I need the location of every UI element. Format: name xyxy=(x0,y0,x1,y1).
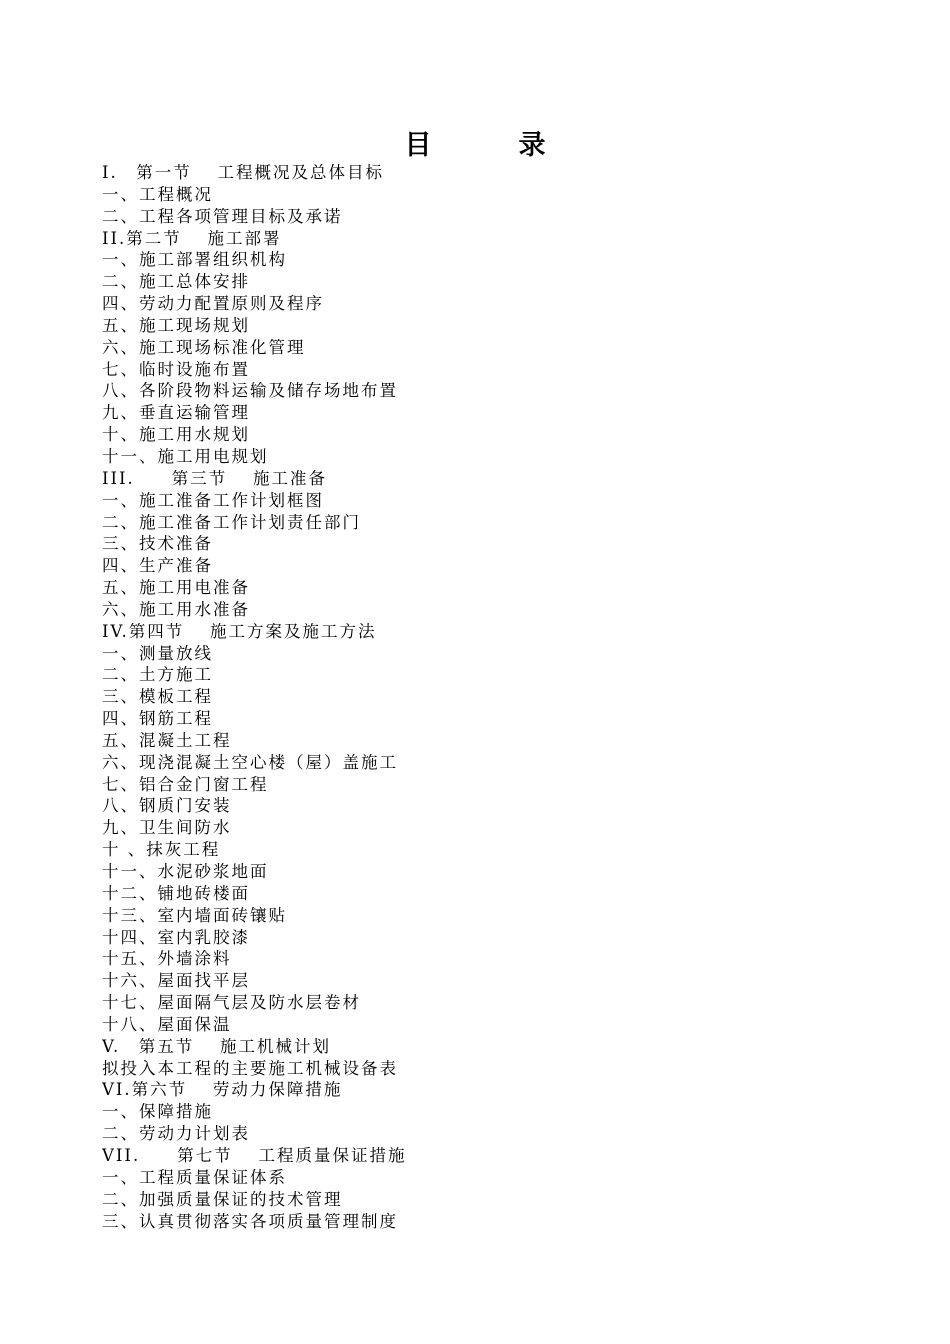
toc-entry[interactable]: 九、卫生间防水 xyxy=(102,818,232,838)
toc-entry[interactable]: 十二、铺地砖楼面 xyxy=(102,883,250,903)
toc-entry[interactable]: 十六、屋面找平层 xyxy=(102,971,250,991)
toc-entry[interactable]: 四、生产准备 xyxy=(102,556,213,576)
toc-entry[interactable]: 三、技术准备 xyxy=(102,534,213,554)
toc-entry[interactable]: 二、劳动力计划表 xyxy=(102,1124,250,1144)
toc-entry[interactable]: 三、认真贯彻落实各项质量管理制度 xyxy=(102,1211,398,1231)
toc-entry[interactable]: I. 第一节 工程概况及总体目标 xyxy=(102,163,385,182)
toc-entry[interactable]: 八、各阶段物料运输及储存场地布置 xyxy=(102,381,398,401)
toc-entry[interactable]: 十一、水泥砂浆地面 xyxy=(102,862,269,881)
toc-entry[interactable]: VII. 第七节 工程质量保证措施 xyxy=(102,1145,407,1165)
toc-entry[interactable]: 二、工程各项管理目标及承诺 xyxy=(102,206,343,226)
toc-entry[interactable]: 六、施工用水准备 xyxy=(102,599,250,619)
toc-entry[interactable]: 四、劳动力配置原则及程序 xyxy=(102,294,324,314)
toc-entry[interactable]: 拟投入本工程的主要施工机械设备表 xyxy=(102,1058,398,1078)
toc-entry[interactable]: 二、土方施工 xyxy=(102,665,213,685)
toc-entry[interactable]: 四、钢筋工程 xyxy=(102,709,213,729)
toc-entry[interactable]: 一、工程质量保证体系 xyxy=(102,1167,287,1187)
toc-entry[interactable]: 七、临时设施布置 xyxy=(102,359,250,379)
toc-entry[interactable]: 七、铝合金门窗工程 xyxy=(102,774,269,794)
toc-entry[interactable]: 十四、室内乳胶漆 xyxy=(102,927,250,947)
toc-entry[interactable]: 二、施工总体安排 xyxy=(102,272,250,292)
toc-entry[interactable]: IV.第四节 施工方案及施工方法 xyxy=(102,621,377,641)
toc-entry[interactable]: 一、测量放线 xyxy=(102,643,213,663)
toc-entry[interactable]: 六、施工现场标准化管理 xyxy=(102,337,306,357)
toc-entry[interactable]: 九、垂直运输管理 xyxy=(102,403,250,423)
toc-entry[interactable]: V. 第五节 施工机械计划 xyxy=(102,1036,332,1056)
toc-entry[interactable]: 一、保障措施 xyxy=(102,1102,213,1122)
toc-entry[interactable]: 五、施工用电准备 xyxy=(102,578,250,598)
toc-entry[interactable]: VI.第六节 劳动力保障措施 xyxy=(102,1080,343,1100)
toc-entry[interactable]: 五、混凝土工程 xyxy=(102,730,232,750)
toc-entry[interactable]: 三、模板工程 xyxy=(102,687,213,707)
toc-entry[interactable]: 十七、屋面隔气层及防水层卷材 xyxy=(102,993,361,1013)
toc-entry[interactable]: 一、施工准备工作计划框图 xyxy=(102,490,324,510)
toc-entry[interactable]: II.第二节 施工部署 xyxy=(102,228,282,248)
toc-entry[interactable]: 十 、抹灰工程 xyxy=(102,840,221,860)
toc-entry[interactable]: 十八、屋面保温 xyxy=(102,1014,232,1034)
toc-entry[interactable]: III. 第三节 施工准备 xyxy=(102,468,328,488)
toc-entry[interactable]: 二、施工准备工作计划责任部门 xyxy=(102,512,361,532)
toc-entry[interactable]: 一、施工部署组织机构 xyxy=(102,250,287,270)
toc-entry[interactable]: 十五、外墙涂料 xyxy=(102,949,232,969)
toc-entry[interactable]: 五、施工现场规划 xyxy=(102,315,250,335)
toc-entry[interactable]: 二、加强质量保证的技术管理 xyxy=(102,1189,343,1209)
toc-entry[interactable]: 十一、施工用电规划 xyxy=(102,446,269,466)
toc-title: 目 录 xyxy=(404,130,576,161)
toc-list xyxy=(102,162,862,1232)
toc-entry[interactable]: 十三、室内墙面砖镶贴 xyxy=(102,905,287,925)
toc-entry[interactable]: 八、钢质门安装 xyxy=(102,796,232,816)
toc-entry[interactable]: 六、现浇混凝土空心楼（屋）盖施工 xyxy=(102,752,398,772)
toc-entry[interactable]: 十、施工用水规划 xyxy=(102,425,250,445)
toc-entry[interactable]: 一、工程概况 xyxy=(102,184,213,204)
